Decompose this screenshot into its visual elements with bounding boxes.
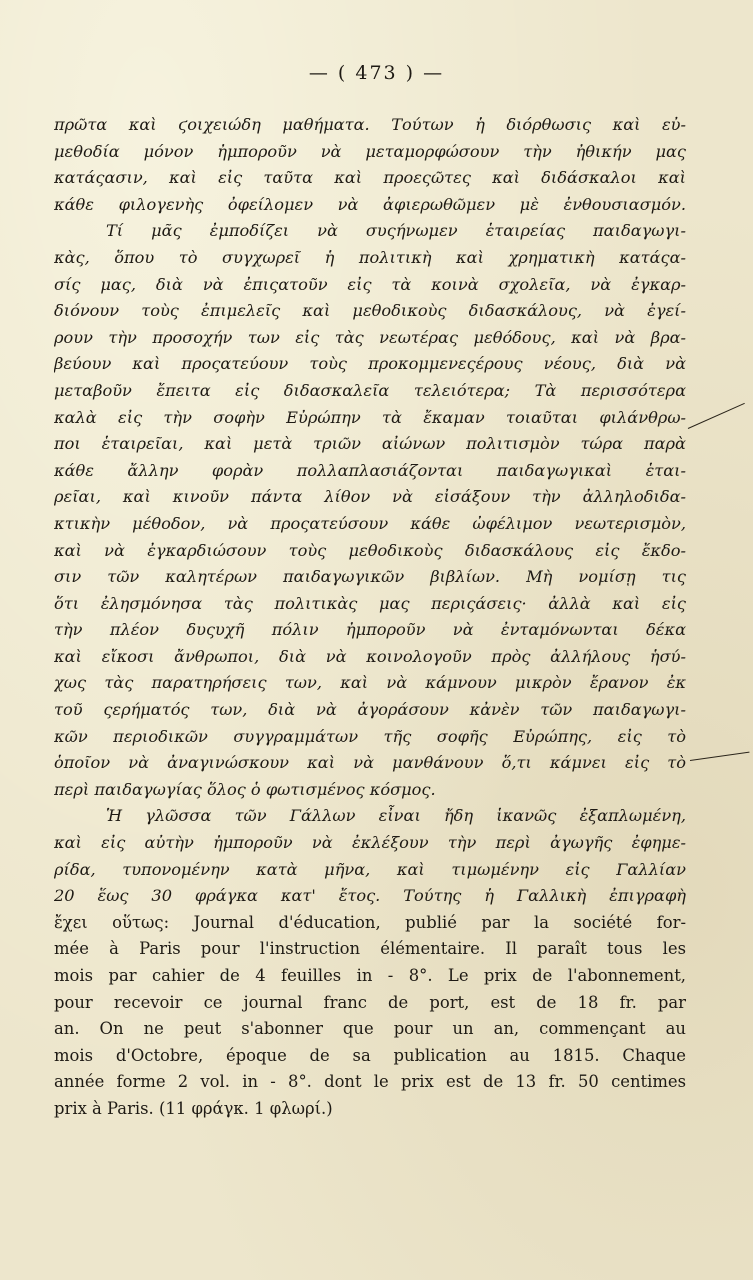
text-line: ἔχει οὕτως: Journal d'éducation, publié par la société for- [54, 912, 686, 932]
text-line: mée à Paris pour l'instruction élémentaire. Il paraît tous les [54, 939, 686, 959]
text-line: καλὰ εἰς τὴν σοφὴν Εὐρώπην τὰ ἔκαμαν τοιαῦται φιλάνθρω- [54, 407, 686, 427]
text-line: μεθοδία μόνον ἠμποροῦν νὰ μεταμορφώσουν τὴν ἠθικήν μας [54, 141, 686, 161]
text-line: Τί μᾶς ἐμποδίζει νὰ συςήνωμεν ἑταιρείας παιδαγωγι- [106, 221, 686, 241]
margin-pencil-mark [690, 752, 750, 761]
text-line: ὁποῖον νὰ ἀναγινώσκουν καὶ νὰ μανθάνουν ὅ,τι κάμνει εἰς τὸ [54, 753, 686, 773]
text-line: Ἡ γλῶσσα τῶν Γάλλων εἶναι ἤδη ἱκανῶς ἐξαπλωμένη, [106, 806, 686, 826]
text-line: ρεῖαι, καὶ κινοῦν πάντα λίθον νὰ εἰσάξουν τὴν ἀλληλοδιδα- [54, 487, 686, 507]
text-line: ρουν τὴν προσοχήν των εἰς τὰς νεωτέρας μεθόδους, καὶ νὰ βρα- [54, 327, 686, 347]
paragraph-1 [54, 112, 686, 218]
text-line: 20 ἕως 30 φράγκα κατ' ἔτος. Τούτης ἡ Γαλλικὴ ἐπιγραφὴ [54, 886, 686, 906]
text-line: διόνουν τοὺς ἐπιμελεῖς καὶ μεθοδικοὺς διδασκάλους, νὰ ἐγεί- [54, 301, 686, 321]
text-line: κάθε φιλογενὴς ὀφείλομεν νὰ ἀφιερωθῶμεν μὲ ἐνθουσιασμόν. [54, 194, 686, 214]
text-line: κατάςασιν, καὶ εἰς ταῦτα καὶ προεςῶτες καὶ διδάσκαλοι καὶ [54, 168, 686, 188]
text-line: καὶ εἴκοσι ἄνθρωποι, διὰ νὰ κοινολογοῦν πρὸς ἀλλήλους ἡσύ- [54, 646, 686, 666]
text-line: κῶν περιοδικῶν συγγραμμάτων τῆς σοφῆς Εὐρώπης, εἰς τὸ [54, 726, 686, 746]
text-line: κὰς, ὅπου τὸ συγχωρεῖ ἡ πολιτικὴ καὶ χρηματικὴ κατάςα- [54, 247, 686, 267]
text-line: ὅτι ἐλησμόνησα τὰς πολιτικὰς μας περιςάσεις· ἀλλὰ καὶ εἰς [54, 593, 686, 613]
text-line: καὶ νὰ ἐγκαρδιώσουν τοὺς μεθοδικοὺς διδασκάλους εἰς ἔκδο- [54, 540, 686, 560]
text-line: μεταβοῦν ἔπειτα εἰς διδασκαλεῖα τελειότερα; Τὰ περισσότερα [54, 380, 686, 400]
text-line: mois par cahier de 4 feuilles in - 8°. Le prix de l'abonnement, [54, 966, 686, 985]
text-line: ποι ἑταιρεῖαι, καὶ μετὰ τριῶν αἰώνων πολιτισμὸν τώρα παρὰ [54, 434, 686, 454]
text-line: année forme 2 vol. in - 8°. dont le prix est de 13 fr. 50 centimes [54, 1072, 686, 1092]
text-line: τοῦ ςερήματός των, διὰ νὰ ἀγοράσουν κἀνὲν τῶν παιδαγωγι- [54, 700, 686, 720]
text-line: κάθε ἄλλην φορὰν πολλαπλασιάζονται παιδαγωγικαὶ ἑται- [54, 460, 686, 480]
text-line: καὶ εἰς αὐτὴν ἠμποροῦν νὰ ἐκλέξουν τὴν περὶ ἀγωγῆς ἐφημε- [54, 833, 686, 853]
text-line: pour recevoir ce journal franc de port, est de 18 fr. par [54, 992, 686, 1012]
paragraph-3 [54, 803, 686, 1122]
text-line: περὶ παιδαγωγίας ὅλος ὁ φωτισμένος κόσμος. [54, 779, 436, 799]
margin-pencil-mark [688, 403, 745, 429]
text-line: σίς μας, διὰ νὰ ἐπιςατοῦν εἰς τὰ κοινὰ σχολεῖα, νὰ ἐγκαρ- [54, 274, 686, 294]
text-line: ρίδα, τυπονομένην κατὰ μῆνα, καὶ τιμωμένην εἰς Γαλλίαν [54, 859, 686, 879]
text-line: κτικὴν μέθοδον, νὰ προςατεύσουν κάθε ὠφέλιμον νεωτερισμὸν, [54, 513, 686, 533]
text-line: an. On ne peut s'abonner que pour un an, commençant au [54, 1019, 686, 1039]
text-line: τὴν πλέον δυςυχῆ πόλιν ἠμποροῦν νὰ ἐνταμόνωνται δέκα [54, 620, 686, 640]
text-line: σιν τῶν καλητέρων παιδαγωγικῶν βιβλίων. Μὴ νομίσῃ τις [54, 567, 686, 587]
page-number-header: — ( 473 ) — [308, 62, 445, 84]
text-line: βεύουν καὶ προςατεύουν τοὺς προκομμενεςέρους νέους, διὰ νὰ [54, 354, 686, 374]
text-line: mois d'Octobre, époque de sa publication au 1815. Chaque [54, 1045, 686, 1065]
text-line: χως τὰς παρατηρήσεις των, καὶ νὰ κάμνουν μικρὸν ἔρανον ἐκ [54, 673, 686, 693]
body-text [54, 112, 686, 1123]
paragraph-2 [54, 218, 686, 803]
text-line: prix à Paris. (11 φράγκ. 1 φλωρί.) [54, 1098, 333, 1118]
text-line: πρῶτα καὶ ϛοιχειώδη μαθήματα. Τούτων ἡ διόρθωσις καὶ εὐ- [54, 115, 686, 134]
